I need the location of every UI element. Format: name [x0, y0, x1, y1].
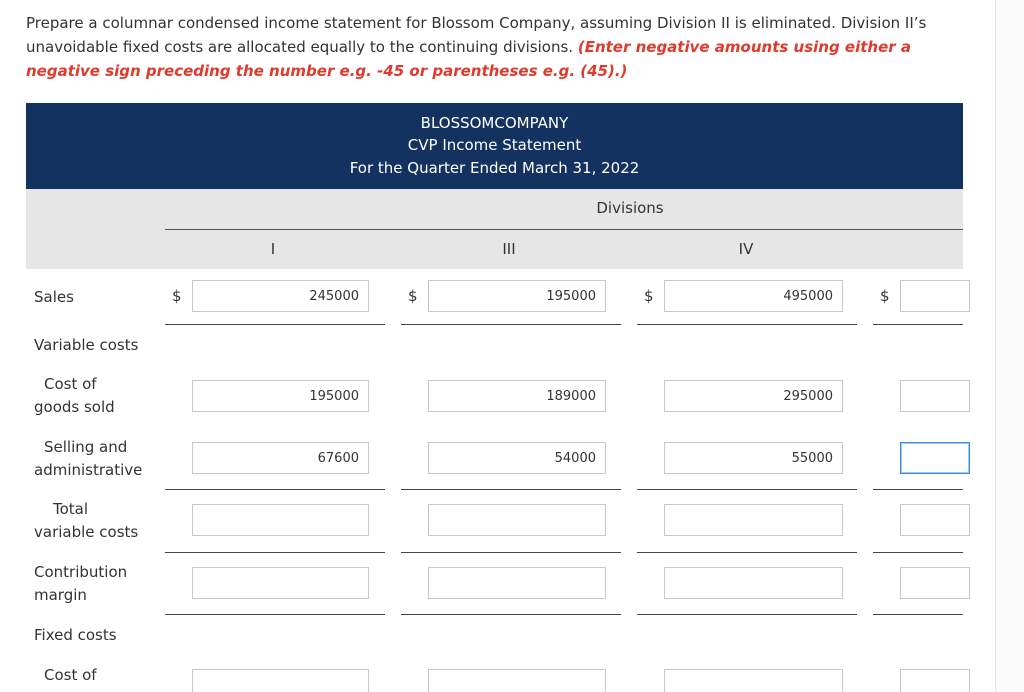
column-header-iv: IV	[738, 240, 754, 258]
selling-input-i[interactable]	[192, 442, 369, 474]
row-label-selling-admin	[34, 436, 142, 482]
dollar-sign: $	[172, 287, 182, 305]
sales-input-iii[interactable]	[428, 280, 606, 312]
cogs-input-iii[interactable]	[428, 380, 606, 412]
column-header-i: I	[270, 240, 276, 258]
row-underline	[165, 324, 385, 325]
divisions-label: Divisions	[596, 199, 664, 217]
cogs-input-i[interactable]	[192, 380, 369, 412]
dollar-sign: $	[880, 287, 890, 305]
row-underline	[401, 324, 621, 325]
cogs-input-iv[interactable]	[664, 380, 843, 412]
selling-input-total[interactable]	[900, 442, 970, 474]
contribution-input-total[interactable]	[900, 567, 970, 599]
row-label-total-variable-costs	[34, 498, 138, 544]
contribution-input-iv[interactable]	[664, 567, 843, 599]
selling-input-iv[interactable]	[664, 442, 843, 474]
fixed-cogs-input-total[interactable]	[900, 669, 970, 692]
company-name: BLOSSOMCOMPANY	[420, 114, 569, 132]
row-label-sales: Sales	[34, 288, 74, 306]
row-label-line: Cost of	[44, 375, 97, 393]
statement-period: For the Quarter Ended March 31, 2022	[349, 159, 640, 177]
row-underline	[873, 614, 963, 615]
column-header-iii: III	[502, 240, 516, 258]
row-underline	[873, 552, 963, 553]
row-underline	[637, 324, 857, 325]
row-underline	[401, 489, 621, 490]
row-label-line: Cost of	[44, 666, 97, 684]
row-label-line: goods sold	[34, 398, 115, 416]
dollar-sign: $	[644, 287, 654, 305]
row-label-line: Selling and	[44, 438, 128, 456]
selling-input-iii[interactable]	[428, 442, 606, 474]
sales-input-iv[interactable]	[664, 280, 843, 312]
sales-input-i[interactable]	[192, 280, 369, 312]
total-variable-input-iv[interactable]	[664, 504, 843, 536]
row-label-line: Total	[53, 500, 89, 518]
statement-header	[26, 103, 963, 189]
contribution-input-i[interactable]	[192, 567, 369, 599]
cogs-input-total[interactable]	[900, 380, 970, 412]
row-underline	[637, 552, 857, 553]
instructions-emphasis: (Enter negative amounts using either a negative sign preceding the number e.g. -45 or parentheses e.g. (45).)	[26, 38, 911, 80]
fixed-cogs-input-i[interactable]	[192, 669, 369, 692]
row-label-line: margin	[34, 586, 87, 604]
row-underline	[873, 324, 963, 325]
sales-input-total[interactable]	[900, 280, 970, 312]
row-label-line: Contribution	[34, 563, 128, 581]
row-label-variable-costs: Variable costs	[34, 336, 139, 354]
dollar-sign: $	[408, 287, 418, 305]
row-underline	[165, 489, 385, 490]
fixed-cogs-input-iii[interactable]	[428, 669, 606, 692]
total-variable-input-i[interactable]	[192, 504, 369, 536]
statement-title: CVP Income Statement	[407, 136, 582, 154]
row-underline	[401, 614, 621, 615]
divisions-rule	[165, 229, 963, 230]
row-underline	[165, 614, 385, 615]
contribution-input-iii[interactable]	[428, 567, 606, 599]
row-label-contribution-margin	[34, 561, 127, 607]
row-label-cost-of-goods-sold	[34, 373, 115, 419]
row-underline	[165, 552, 385, 553]
fixed-cogs-input-iv[interactable]	[664, 669, 843, 692]
row-label-line: variable costs	[34, 523, 139, 541]
page-scrollbar[interactable]	[995, 0, 1024, 692]
row-underline	[637, 614, 857, 615]
row-underline	[873, 489, 963, 490]
row-label-fixed-costs: Fixed costs	[34, 626, 117, 644]
row-underline	[401, 552, 621, 553]
instructions-text: Prepare a columnar condensed income statement for Blossom Company, assuming Division II is eliminated. Division II’s unavoidable fixed costs are allocated equally to the continuing divisions.	[26, 14, 927, 56]
row-label-fixed-cost-of-goods	[34, 664, 97, 687]
row-label-line: administrative	[34, 461, 143, 479]
total-variable-input-iii[interactable]	[428, 504, 606, 536]
instructions	[26, 11, 966, 83]
row-underline	[637, 489, 857, 490]
total-variable-input-total[interactable]	[900, 504, 970, 536]
